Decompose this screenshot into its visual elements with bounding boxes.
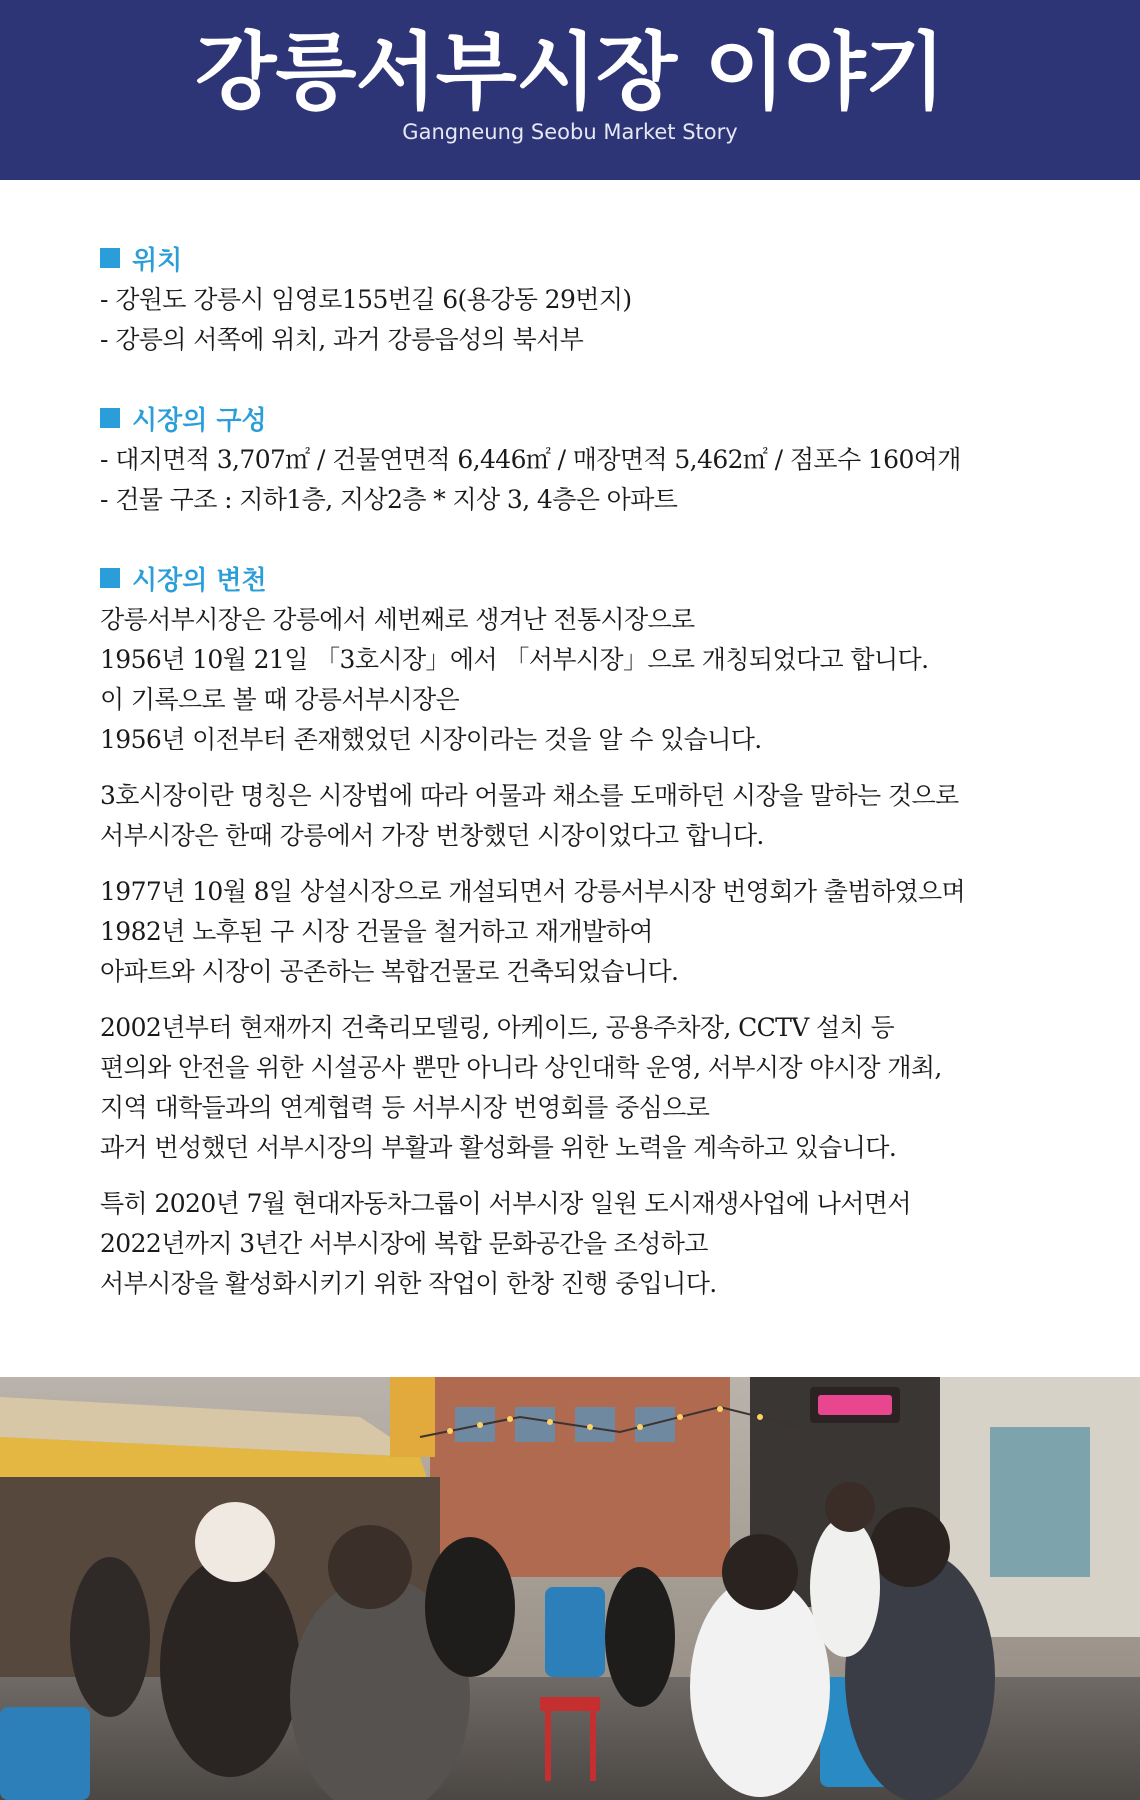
composition-line: - 건물 구조 : 지하1층, 지상2층 * 지상 3, 4층은 아파트 [100, 485, 678, 514]
square-bullet-icon [100, 248, 120, 268]
history-line: 아파트와 시장이 공존하는 복합건물로 건축되었습니다. [100, 957, 679, 986]
location-line: - 강릉의 서쪽에 위치, 과거 강릉읍성의 북서부 [100, 325, 584, 354]
location-line: - 강원도 강릉시 임영로155번길 6(용강동 29번지) [100, 285, 632, 314]
square-bullet-icon [100, 568, 120, 588]
history-paragraph [100, 776, 1060, 856]
content-area [100, 236, 1060, 1304]
square-bullet-icon [100, 408, 120, 428]
section-heading-composition [100, 396, 1060, 440]
history-line: 서부시장은 한때 강릉에서 가장 번창했던 시장이었다고 합니다. [100, 821, 764, 850]
history-line: 서부시장을 활성화시키기 위한 작업이 한창 진행 중입니다. [100, 1269, 717, 1298]
history-line: 1956년 10월 21일 「3호시장」에서 「서부시장」으로 개칭되었다고 합니다. [100, 645, 929, 674]
section-heading-history [100, 556, 1060, 600]
section-title: 시장의 구성 [132, 405, 267, 436]
history-line: 과거 번성했던 서부시장의 부활과 활성화를 위한 노력을 계속하고 있습니다. [100, 1133, 897, 1162]
history-paragraph [100, 1184, 1060, 1304]
history-line: 1956년 이전부터 존재했었던 시장이라는 것을 알 수 있습니다. [100, 725, 762, 754]
section-title: 시장의 변천 [132, 565, 267, 596]
history-line: 강릉서부시장은 강릉에서 세번째로 생겨난 전통시장으로 [100, 605, 695, 634]
history-line: 2002년부터 현재까지 건축리모델링, 아케이드, 공용주차장, CCTV 설치 등 [100, 1013, 895, 1042]
history-paragraph [100, 1008, 1060, 1168]
history-line: 1982년 노후된 구 시장 건물을 철거하고 재개발하여 [100, 917, 653, 946]
history-line: 지역 대학들과의 연계협력 등 서부시장 번영회를 중심으로 [100, 1093, 710, 1122]
section-title: 위치 [132, 245, 183, 276]
history-line: 3호시장이란 명칭은 시장법에 따라 어물과 채소를 도매하던 시장을 말하는 것으로 [100, 781, 959, 810]
history-paragraph [100, 872, 1060, 992]
section-heading-location [100, 236, 1060, 280]
page-subtitle: Gangneung Seobu Market Story [402, 120, 738, 144]
header-banner [0, 0, 1140, 180]
history-line: 1977년 10월 8일 상설시장으로 개설되면서 강릉서부시장 번영회가 출범하였으며 [100, 877, 966, 906]
history-line: 이 기록으로 볼 때 강릉서부시장은 [100, 685, 460, 714]
history-paragraph [100, 600, 1060, 760]
history-line: 편의와 안전을 위한 시설공사 뿐만 아니라 상인대학 운영, 서부시장 야시장 개최, [100, 1053, 942, 1082]
composition-line: - 대지면적 3,707㎡ / 건물연면적 6,446㎡ / 매장면적 5,462㎡ / 점포수 160여개 [100, 445, 961, 474]
history-line: 특히 2020년 7월 현대자동차그룹이 서부시장 일원 도시재생사업에 나서면서 [100, 1189, 911, 1218]
page-title: 강릉서부시장 이야기 [195, 23, 945, 121]
history-line: 2022년까지 3년간 서부시장에 복합 문화공간을 조성하고 [100, 1229, 708, 1258]
market-night-photo [0, 1377, 1140, 1800]
